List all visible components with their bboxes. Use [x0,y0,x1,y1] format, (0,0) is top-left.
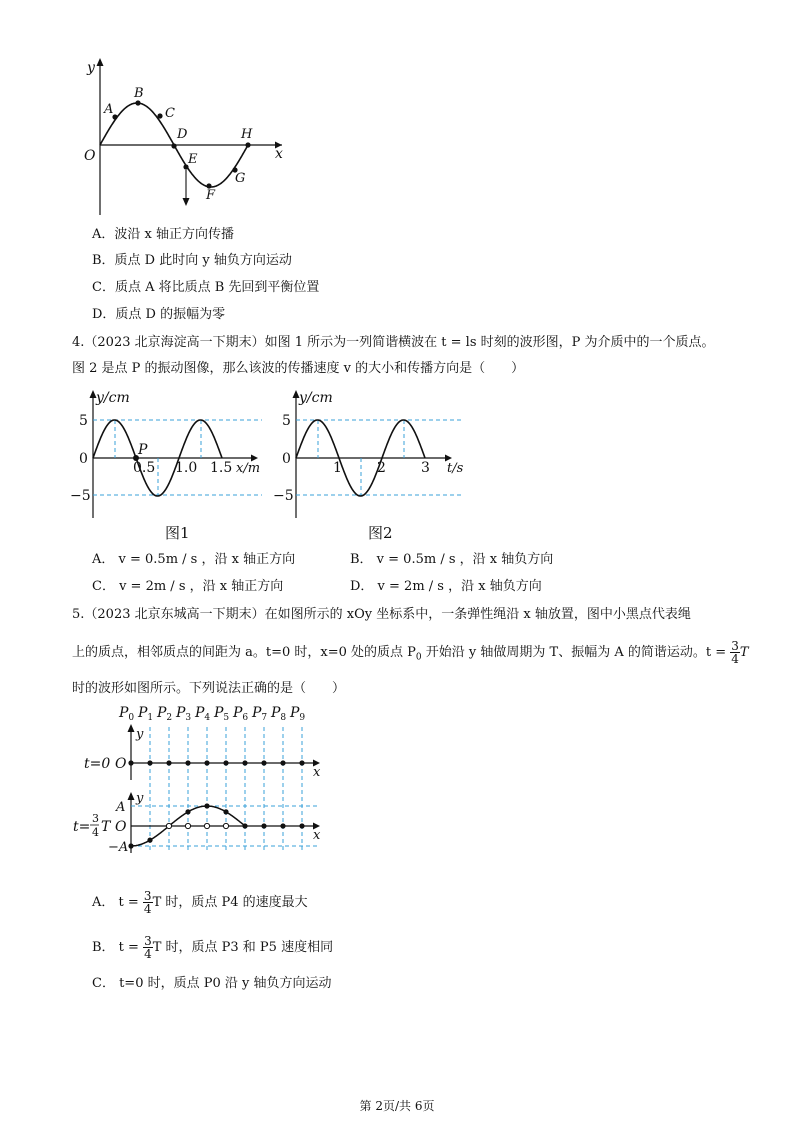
q5-option-a[interactable]: A． t = $\frac{3}{4}$ T 时，质点 P4 的速度最大 [92,889,308,916]
q5-row2-T: T [101,819,111,835]
point-label-G: G [235,171,246,186]
q5-option-b[interactable]: B． t = $\frac{3}{4}$ T 时，质点 P3 和 P5 速度相同 [92,934,334,961]
q5-label-P6: $P_6$ [233,705,249,723]
fig1-ytick-neg5: −5 [70,488,91,504]
q3-option-c[interactable]: C．质点 A 将比质点 B 先回到平衡位置 [92,280,320,295]
q4-stem-line1: 4.（2023 北京海淀高一下期末）如图 1 所示为一列简谐横波在 t = ls 时刻的波形图，P 为介质中的一个质点。 [72,335,715,350]
q5-label-P0: $P_0$ [119,705,135,723]
q5-row1-dot-6 [242,760,247,765]
q5-label-P9: $P_9$ [290,705,306,723]
q5-row2-dot-9 [299,823,304,828]
q5-row2-dot-3 [185,809,190,814]
q5-row1-dot-9 [299,760,304,765]
q5-stem-line2-a: 上的质点，相邻质点的间距为 a。t=0 时，x=0 处的质点 P [72,645,416,660]
q5-label-P3: $P_3$ [176,705,192,723]
q5-row2-open-2 [166,823,171,828]
q5-row2-dot-0 [128,843,133,848]
fig1-point-P: P [138,442,148,458]
q5-row2-open-3 [185,823,190,828]
fig2-xtick-1: 1 [333,460,342,476]
q5-row1-label: t=0 [84,756,111,772]
fig1-xtick-1.5: 1.5 [210,460,233,476]
q5-row2-x: x [313,828,321,843]
q5-row1-dot-8 [280,760,285,765]
q5-row2-dot-8 [280,823,285,828]
q3-option-b[interactable]: B．质点 D 此时向 y 轴负方向运动 [92,253,292,268]
point-label-D: D [177,127,188,142]
svg-text:3: 3 [92,812,99,825]
q5-stem-line3: 时的波形如图所示。下列说法正确的是（ ） [72,681,346,696]
q5-label-P7: $P_7$ [252,705,268,723]
fig-top-x-label: x [275,146,283,162]
q5-row2-origin: O [115,819,127,835]
q5-row1-origin: O [115,756,127,772]
q5-row2-open-4 [204,823,209,828]
q4-option-c[interactable]: C． v = 2m / s ，沿 x 轴正方向 [92,579,284,594]
q5-row1-dot-1 [147,760,152,765]
page-footer: 第 2页/共 6页 [359,1099,435,1113]
point-label-A: A [104,102,114,117]
q5-row1-dot-7 [261,760,266,765]
fig2-ytick-5: 5 [282,413,291,429]
q5-row1-dot-4 [204,760,209,765]
q5-row1-dot-2 [166,760,171,765]
q5-row2-open-5 [223,823,228,828]
fig-top-y-label: y [87,60,95,76]
fig1-y-label: y/cm [96,390,130,406]
fig1-ytick-5: 5 [79,413,88,429]
q5-fraction: $\frac{3}{4}$ [731,639,739,666]
q5-row2-A: A [116,800,126,815]
fig1-x-label: x/m [236,461,261,476]
point-label-H: H [241,127,253,142]
q5-row2-minusA: −A [108,840,129,855]
point-label-E: E [188,152,198,167]
fig2-xtick-2: 2 [377,460,386,476]
q4-option-d[interactable]: D． v = 2m / s ，沿 x 轴负方向 [350,579,542,594]
q4-option-a[interactable]: A． v = 0.5m / s ，沿 x 轴正方向 [92,552,296,567]
q4-option-b[interactable]: B． v = 0.5m / s ，沿 x 轴负方向 [350,552,554,567]
point-label-F: F [206,188,216,203]
fig2-ytick-0: 0 [282,451,291,467]
q5-row1-dot-0 [128,760,133,765]
fig2-x-label: t/s [447,461,464,476]
q5-label-P5: $P_5$ [214,705,230,723]
q5-stem-line2-b: 开始沿 y 轴做周期为 T、振幅为 A 的简谐运动。t = [421,645,727,660]
fig1-xtick-0.5: 0.5 [133,460,156,476]
fig-top-origin: O [84,148,96,164]
svg-text:4: 4 [92,826,99,839]
q3-option-a[interactable]: A．波沿 x 轴正方向传播 [92,227,234,242]
q5-option-c[interactable]: C． t=0 时，质点 P0 沿 y 轴负方向运动 [92,976,332,991]
q5-row1-x: x [313,765,321,780]
fig1-ytick-0: 0 [79,451,88,467]
q5-stem-line2: 上的质点，相邻质点的间距为 a。t=0 时，x=0 处的质点 $P_0$ 开始沿 y 轴做周期为 T、振幅为 A 的简谐运动。t = $\frac{3}{4}$ T [72,639,749,666]
q5-row2-dot-1 [147,838,152,843]
q5-row2-y: y [136,791,144,806]
q5-stem-line1: 5.（2023 北京东城高一下期末）在如图所示的 xOy 坐标系中，一条弹性绳沿 x 轴放置，图中小黑点代表绳 [72,607,691,622]
q5-stem-sub: 0 [415,652,422,663]
q5-label-P8: $P_8$ [271,705,287,723]
fig1-caption: 图1 [165,524,190,542]
q5-label-P4: $P_4$ [195,705,211,723]
q5-row2-dot-6 [242,823,247,828]
fig2-y-label: y/cm [299,390,333,406]
q5-row1-dot-3 [185,760,190,765]
q5-row2-dot-7 [261,823,266,828]
q5-row2-dot-5 [223,809,228,814]
q5-row2-t: t= [73,819,91,835]
q5-label-P1: $P_1$ [138,705,154,723]
q5-row1-dot-5 [223,760,228,765]
fig2-ytick-neg5: −5 [273,488,294,504]
point-label-C: C [165,106,175,121]
point-label-B: B [134,86,144,101]
q5-label-P2: $P_2$ [157,705,173,723]
q5-row2-dot-4 [204,803,209,808]
q3-option-d[interactable]: D．质点 D 的振幅为零 [92,307,226,322]
fig2-xtick-3: 3 [421,460,430,476]
fig2-caption: 图2 [368,524,393,542]
q4-stem-line2: 图 2 是点 P 的振动图像，那么该波的传播速度 v 的大小和传播方向是（ ） [72,361,525,376]
q5-row1-y: y [136,727,144,742]
fig1-xtick-1.0: 1.0 [175,460,198,476]
